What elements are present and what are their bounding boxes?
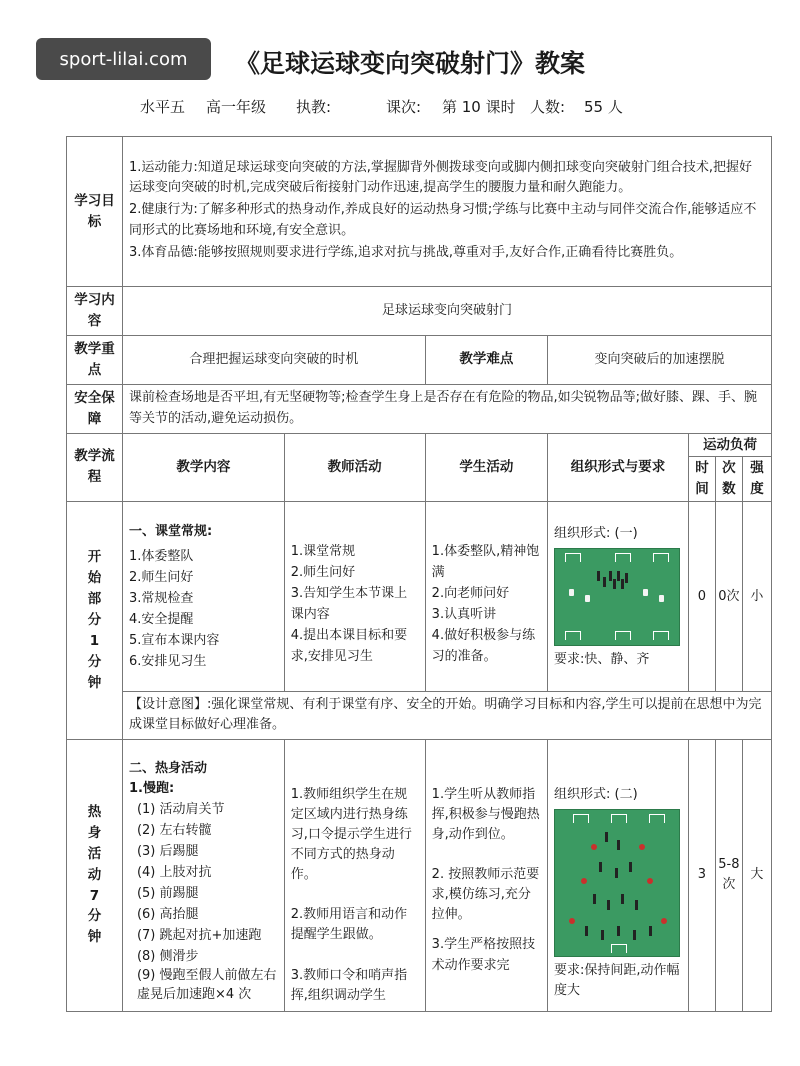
stage2-char: 分 (87, 908, 102, 925)
content-label: 学习内容 (67, 287, 123, 336)
stage1-char: 开 (87, 549, 102, 566)
list-item: 1.教师组织学生在规定区域内进行热身练习,口令提示学生进行不同方式的热身动作。 (290, 786, 412, 883)
list-item: 4.做好积极参与练习的准备。 (431, 627, 536, 664)
stage2-char: 动 (87, 866, 102, 883)
list-item: 6.安排见习生 (128, 653, 207, 669)
stage1-row (67, 502, 772, 692)
meta-count-value: 55 人 (584, 98, 623, 116)
list-item: (1) 活动肩关节 (136, 801, 225, 817)
list-item: 2.向老师问好 (431, 585, 510, 601)
stage1-org-requirement: 要求:快、静、齐 (553, 651, 650, 667)
list-item: 2.教师用语言和动作提醒学生跟做。 (290, 907, 408, 943)
stage1-times: 0次 (715, 502, 742, 692)
stage2-char: 热 (87, 803, 102, 820)
stage1-design-row (67, 692, 772, 739)
page-title: 《足球运球变向突破射门》教案 (234, 49, 585, 78)
stage1-char: 钟 (87, 674, 102, 691)
stage2-subtitle: 1.慢跑: (128, 780, 175, 796)
stage1-title: 一、课堂常规: (128, 523, 213, 539)
stage-header: 教学流程 (67, 433, 123, 502)
time-header: 时间 (688, 457, 715, 502)
watermark-logo: sport-lilai.com (36, 38, 211, 80)
list-item: 1.学生听从教师指挥,积极参与慢跑热身,动作到位。 (431, 786, 540, 842)
difficulty-value: 变向突破后的加速摆脱 (547, 335, 771, 384)
organization-header: 组织形式与要求 (547, 433, 688, 502)
meta-teacher-label: 执教: (296, 98, 332, 116)
objective-health: 2.健康行为:了解多种形式的热身动作,养成良好的运动热身习惯;学练与比赛中主动与同伴交流合作,能够适应不同形式的比赛场地和环境,有安全意识。 (128, 202, 757, 238)
safety-row (67, 384, 772, 433)
stage1-time: 0 (688, 502, 715, 692)
stage1-char: 部 (87, 591, 102, 608)
intensity-header: 强度 (742, 457, 771, 502)
stage1-char: 始 (87, 570, 102, 587)
list-item: (6) 高抬腿 (136, 907, 199, 923)
times-header: 次数 (715, 457, 742, 502)
stage2-row (67, 739, 772, 1011)
process-header-row (67, 433, 772, 457)
stage2-times: 5-8次 (715, 739, 742, 1011)
meta-level: 水平五 (140, 98, 186, 116)
key-points-value: 合理把握运球变向突破的时机 (122, 335, 425, 384)
list-item: (5) 前踢腿 (136, 886, 199, 902)
objectives-row (67, 137, 772, 287)
key-points-label: 教学重点 (67, 335, 123, 384)
stage1-teacher (284, 502, 425, 692)
stage2-time: 3 (688, 739, 715, 1011)
stage2-intensity: 大 (742, 739, 771, 1011)
stage2-org-title: 组织形式: (二) (553, 786, 638, 802)
list-item: (3) 后踢腿 (136, 843, 199, 859)
meta-grade: 高一年级 (206, 98, 267, 116)
stage1-char: 1 (89, 632, 100, 649)
list-item: (7) 跳起对抗+加速跑 (136, 928, 262, 944)
stage2-teacher (284, 739, 425, 1011)
list-item: (8) 侧滑步 (136, 949, 199, 965)
stage2-char: 钟 (87, 929, 102, 946)
stage2-char: 身 (87, 824, 102, 841)
stage1-organization (547, 502, 688, 692)
stage2-char: 7 (89, 887, 100, 904)
list-item: 4.安全提醒 (128, 611, 194, 627)
stage1-label (67, 502, 123, 739)
key-points-row (67, 335, 772, 384)
list-item: 3.告知学生本节课上课内容 (290, 585, 408, 622)
objectives-text (122, 137, 771, 287)
difficulty-label: 教学难点 (425, 335, 547, 384)
stage1-content (122, 502, 284, 692)
objective-motor: 1.运动能力:知道足球运球变向突破的方法,掌握脚背外侧拨球变向或脚内侧扣球变向突破射门组合技术,把握好运球变向突破的时机,完成突破后衔接射门动作迅速,提高学生的腰腹力量和耐久跑能力。 (128, 160, 753, 196)
lesson-plan-table (66, 136, 772, 1012)
content-value: 足球运球变向突破射门 (122, 287, 771, 336)
meta-lesson-value: 第 10 课时 (442, 98, 516, 116)
list-item: 2.师生问好 (290, 564, 356, 580)
safety-value: 课前检查场地是否平坦,有无坚硬物等;检查学生身上是否存在有危险的物品,如尖锐物品等;做好膝、踝、手、腕等关节的活动,避免运动损伤。 (122, 384, 771, 433)
stage2-organization (547, 739, 688, 1011)
stage1-intensity: 小 (742, 502, 771, 692)
content-header: 教学内容 (122, 433, 284, 502)
safety-label: 安全保障 (67, 384, 123, 433)
list-item: 4.提出本课目标和要求,安排见习生 (290, 627, 408, 664)
meta-count-label: 人数: (530, 98, 566, 116)
list-item: 1.体委整队,精神饱满 (431, 543, 540, 580)
list-item: 5.宣布本课内容 (128, 632, 220, 648)
list-item: 3.常规检查 (128, 590, 194, 606)
list-item: 3.认真听讲 (431, 606, 497, 622)
list-item: 2. 按照教师示范要求,模仿练习,充分拉伸。 (431, 867, 540, 923)
stage2-title: 二、热身活动 (128, 760, 207, 776)
stage1-design: 【设计意图】:强化课堂常规、有利于课堂有序、安全的开始。明确学习目标和内容,学生可以提前在思想中为完成课堂目标做好心理准备。 (122, 692, 771, 739)
list-item: (4) 上肢对抗 (136, 865, 212, 880)
list-item: 3.学生严格按照技术动作要求完 (431, 937, 536, 973)
stage1-student (425, 502, 547, 692)
teacher-header: 教师活动 (284, 433, 425, 502)
stage2-content (122, 739, 284, 1011)
load-header: 运动负荷 (688, 433, 771, 457)
formation-diagram-2 (554, 809, 680, 957)
list-item: 1.体委整队 (128, 548, 194, 564)
formation-diagram-1 (554, 548, 680, 646)
stage2-char: 活 (87, 845, 102, 862)
stage1-char: 分 (87, 653, 102, 670)
meta-lesson-label: 课次: (386, 98, 422, 116)
objective-ethics: 3.体育品德:能够按照规则要求进行学练,追求对抗与挑战,尊重对手,友好合作,正确看待比赛胜负。 (128, 244, 683, 260)
list-item: 3.教师口令和哨声指挥,组织调动学生 (290, 967, 408, 1003)
stage2-student (425, 739, 547, 1011)
content-row (67, 287, 772, 336)
list-item: 1.课堂常规 (290, 543, 356, 559)
list-item: (9) 慢跑至假人前做左右虚晃后加速跑×4 次 (136, 968, 277, 1003)
stage1-char: 分 (87, 611, 102, 628)
lesson-meta (140, 96, 624, 117)
list-item: 2.师生问好 (128, 569, 194, 585)
student-header: 学生活动 (425, 433, 547, 502)
objectives-label: 学习目标 (67, 137, 123, 287)
stage1-org-title: 组织形式: (一) (553, 525, 638, 541)
stage2-label (67, 739, 123, 1011)
stage2-org-requirement: 要求:保持间距,动作幅度大 (553, 962, 680, 998)
list-item: (2) 左右转髋 (136, 822, 212, 838)
